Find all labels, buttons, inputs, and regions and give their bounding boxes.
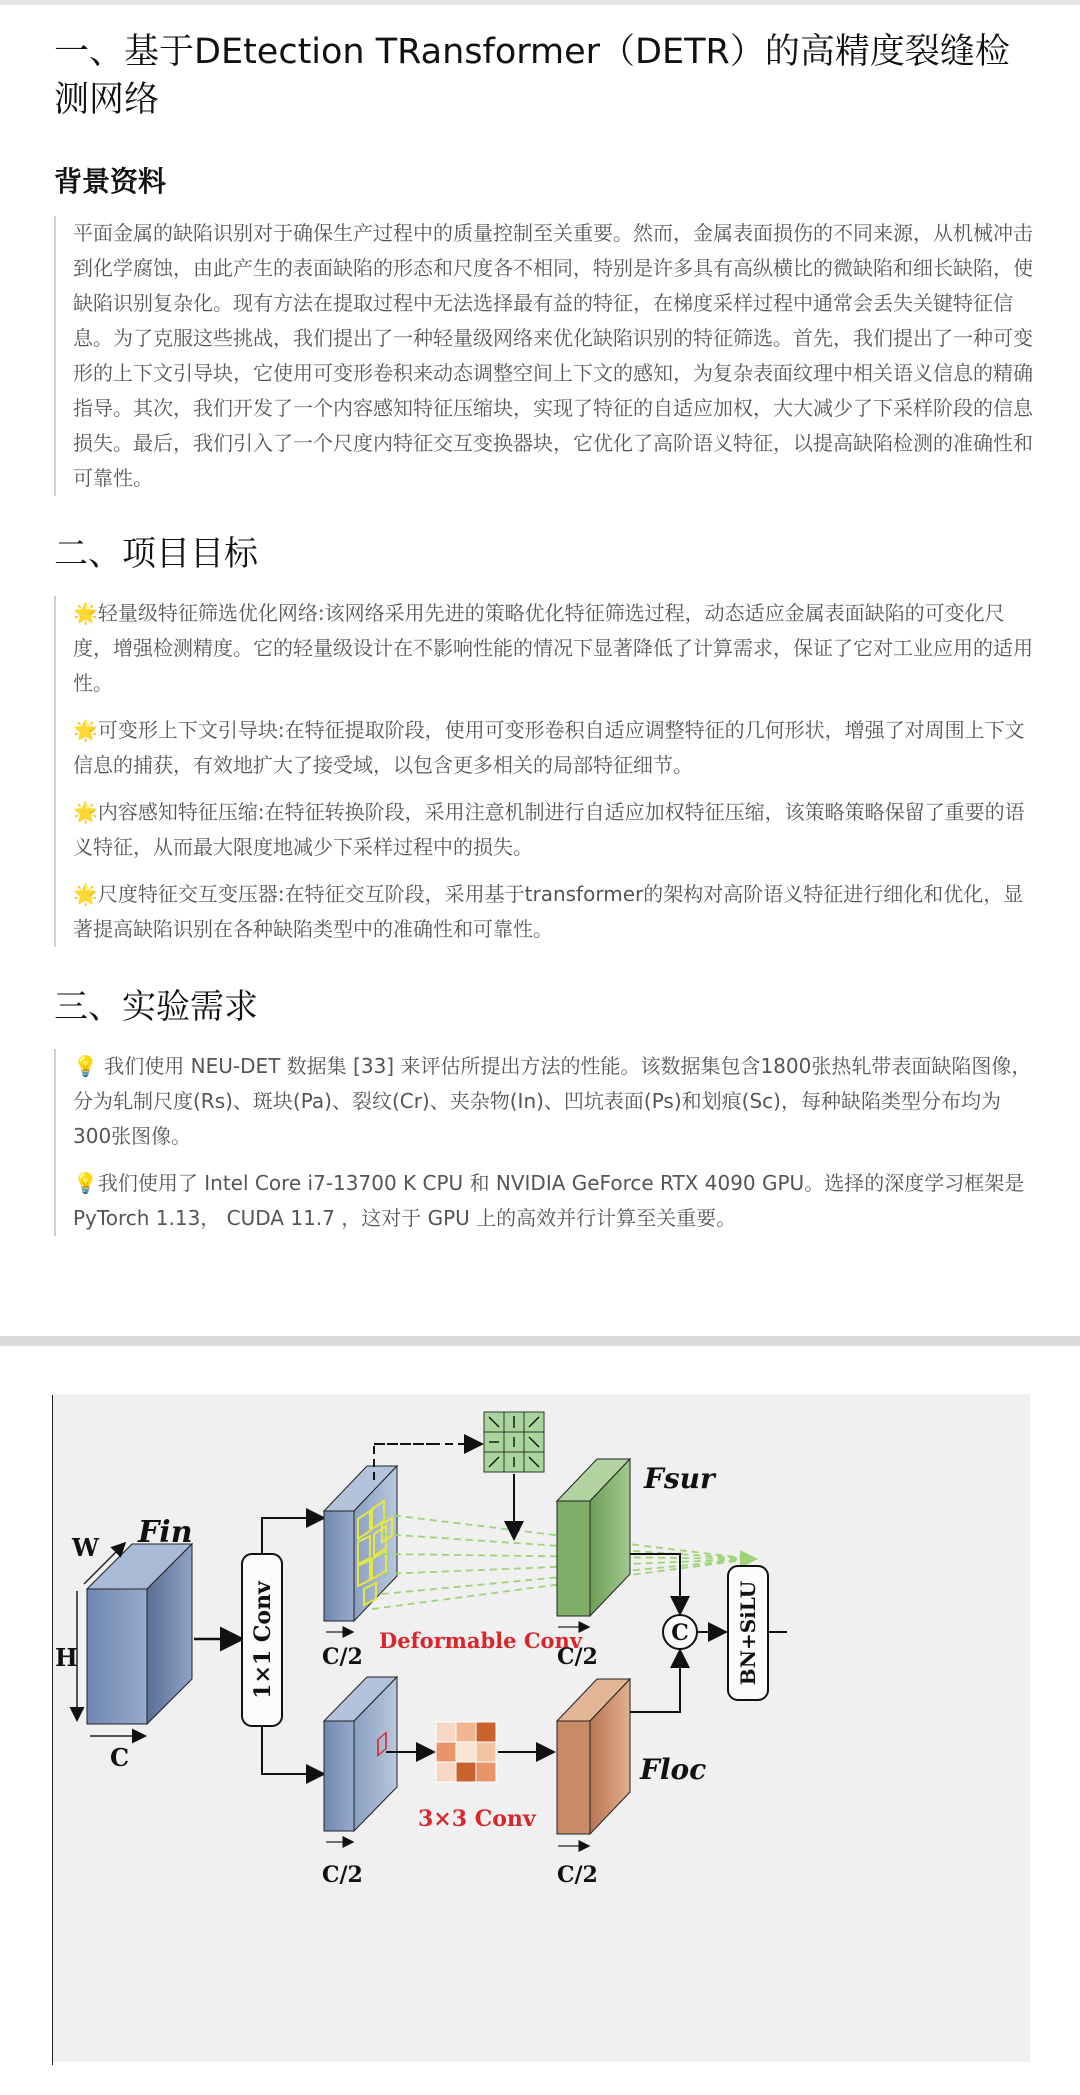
goals-quote xyxy=(54,596,1034,947)
goal-item: 🌟尺度特征交互变压器:在特征交互阶段，采用基于transformer的架构对高阶语义特征进行细化和优化，显著提高缺陷识别在各种缺陷类型中的准确性和可靠性。 xyxy=(73,882,1024,941)
floc-c-half-label: C/2 xyxy=(557,1862,598,1888)
fin-cube xyxy=(87,1544,192,1724)
star-icon: 🌟 xyxy=(73,601,98,625)
article xyxy=(54,28,1034,1236)
fsur-cube xyxy=(557,1459,630,1616)
lightbulb-icon: 💡 xyxy=(73,1171,98,1195)
requirement-item: 💡我们使用了 Intel Core i7-13700 K CPU 和 NVIDIA GeForce RTX 4090 GPU。选择的深度学习框架是 PyTorch 1.13， CUDA 11.7 ，这对于 GPU 上的高效并行计算至关重要。 xyxy=(73,1171,1025,1230)
lower-feature-cube xyxy=(324,1677,397,1831)
fsur-c-half-label: C/2 xyxy=(557,1644,598,1670)
background-heading: 背景资料 xyxy=(54,165,167,198)
goals-heading: 二、项目目标 xyxy=(54,534,258,574)
offset-field-grid xyxy=(484,1412,544,1472)
lightbulb-icon: 💡 xyxy=(73,1054,98,1078)
goal-item: 🌟轻量级特征筛选优化网络:该网络采用先进的策略优化特征筛选过程，动态适应金属表面缺陷的可变化尺度，增强检测精度。它的轻量级设计在不影响性能的情况下显著降低了计算需求，保证了它对工业应用的适用性。 xyxy=(73,601,1033,695)
floc-label: Floc xyxy=(640,1753,707,1786)
star-icon: 🌟 xyxy=(73,882,98,906)
conv3x3-kernel xyxy=(436,1722,496,1782)
c-label: C xyxy=(110,1743,130,1772)
top-bar xyxy=(0,0,1080,5)
h-label: H xyxy=(55,1643,78,1672)
goal-item: 🌟可变形上下文引导块:在特征提取阶段，使用可变形卷积自适应调整特征的几何形状，增强了对周围上下文信息的捕获，有效地扩大了接受域，以包含更多相关的局部特征细节。 xyxy=(73,718,1025,777)
requirement-item: 💡 我们使用 NEU-DET 数据集 [33] 来评估所提出方法的性能。该数据集包含1800张热轧带表面缺陷图像，分为轧制尺度(Rs)、斑块(Pa)、裂纹(Cr)、夹杂物(In)、凹坑表面(Ps)和划痕(Sc)，每种缺陷类型分布均为300张图像。 xyxy=(73,1054,1032,1148)
star-icon: 🌟 xyxy=(73,718,98,742)
star-icon: 🌟 xyxy=(73,800,98,824)
floc-cube xyxy=(557,1679,630,1834)
background-quote xyxy=(54,216,1034,496)
conv3x3-label: 3×3 Conv xyxy=(418,1806,536,1832)
fsur-label: Fsur xyxy=(644,1462,715,1495)
conv1x1-label: 1×1 Conv xyxy=(250,1581,276,1699)
lower-c-half-label: C/2 xyxy=(322,1862,363,1888)
goal-item: 🌟内容感知特征压缩:在特征转换阶段，采用注意机制进行自适应加权特征压缩，该策略策略保留了重要的语义特征，从而最大限度地减少下采样过程中的损失。 xyxy=(73,800,1025,859)
w-label: W xyxy=(72,1533,99,1562)
article-title: 一、基于DEtection TRansformer（DETR）的高精度裂缝检测网络 xyxy=(54,32,1010,120)
fin-label: Fin xyxy=(138,1515,193,1550)
upper-c-half-label: C/2 xyxy=(322,1644,363,1670)
section-divider xyxy=(0,1336,1080,1346)
concat-label: C xyxy=(671,1620,689,1646)
requirements-quote xyxy=(54,1049,1034,1236)
architecture-diagram xyxy=(52,1394,1030,2062)
deformable-conv-label: Deformable Conv xyxy=(379,1628,583,1653)
background-text: 平面金属的缺陷识别对于确保生产过程中的质量控制至关重要。然而，金属表面损伤的不同来源，从机械冲击到化学腐蚀，由此产生的表面缺陷的形态和尺度各不相同，特别是许多具有高纵横比的微缺陷和细长缺陷，使缺陷识别复杂化。现有方法在提取过程中无法选择最有益的特征，在梯度采样过程中通常会丢失关键特征信息。为了克服这些挑战，我们提出了一种轻量级网络来优化缺陷识别的特征筛选。首先，我们提出了一种可变形的上下文引导块，它使用可变形卷积来动态调整空间上下文的感知，为复杂表面纹理中相关语义信息的精确指导。其次，我们开发了一个内容感知特征压缩块，实现了特征的自适应加权，大大减少了下采样阶段的信息损失。最后，我们引入了一个尺度内特征交互变换器块，它优化了高阶语义特征，以提高缺陷检测的准确性和可靠性。 xyxy=(73,221,1033,490)
bn-silu-label: BN+SiLU xyxy=(736,1580,760,1686)
figure-edge-line xyxy=(52,1395,53,2065)
requirements-heading: 三、实验需求 xyxy=(54,987,258,1027)
